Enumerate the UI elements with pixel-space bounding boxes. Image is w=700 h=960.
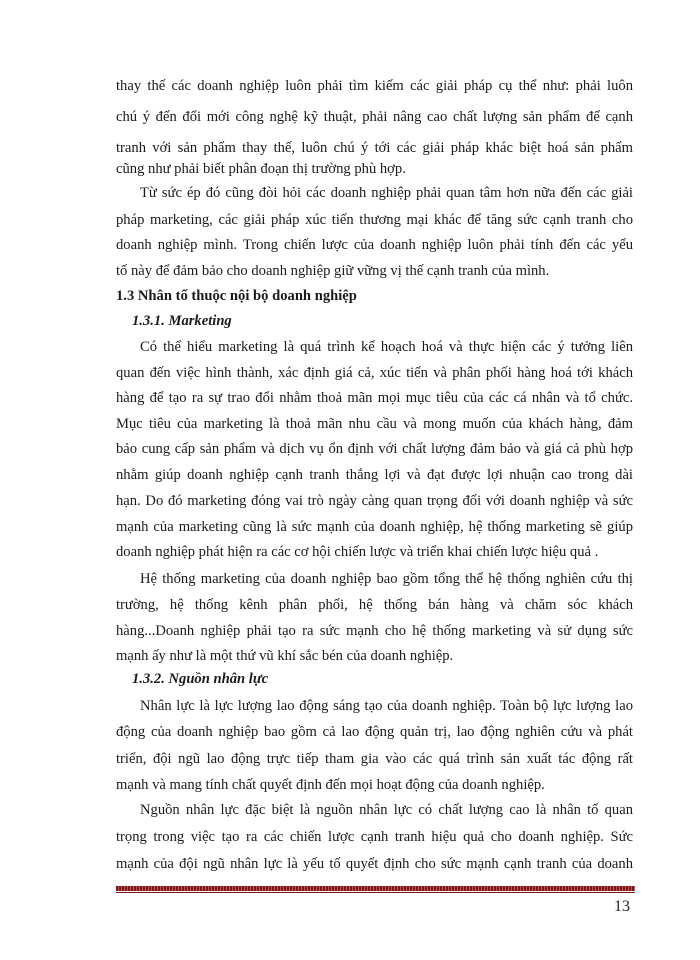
paragraph-line: Nguồn nhân lực đặc biệt là nguồn nhân lực có chất lượng cao là nhân tố quan — [140, 802, 633, 818]
paragraph-line: mạnh và mang tính chất quyết định đến mọi hoạt động của doanh nghiệp. — [116, 777, 545, 793]
paragraph-line: Nhân lực là lực lượng lao động sáng tạo của doanh nghiệp. Toàn bộ lực lượng lao — [140, 698, 633, 714]
footer-rule — [116, 886, 635, 891]
paragraph-line: hạn. Do đó marketing đóng vai trò ngày càng quan trọng đối với doanh nghiệp và sức — [116, 493, 633, 509]
paragraph-line: triển, đội ngũ lao động trực tiếp tham gia vào các quá trình sản xuất tác động rất — [116, 751, 633, 767]
paragraph-line: pháp marketing, các giải pháp xúc tiến thương mại khác để tăng sức cạnh tranh cho — [116, 212, 633, 228]
paragraph-line: chú ý đến đổi mới công nghệ kỹ thuật, phải nâng cao chất lượng sản phẩm để cạnh — [116, 109, 633, 125]
paragraph-line: quan đến việc hình thành, xác định giá cả, xúc tiến và phân phối hàng hoá tới khách — [116, 365, 633, 381]
paragraph-line: mạnh của marketing cũng là sức mạnh của doanh nghiệp, hệ thống marketing sẽ giúp — [116, 519, 633, 535]
paragraph-line: doanh nghiệp mình. Trong chiến lược của doanh nghiệp luôn phải tính đến các yếu — [116, 237, 633, 253]
footer-rule-thin — [116, 892, 635, 893]
paragraph-line: tranh với sản phẩm thay thế, luôn chú ý tới các giải pháp khác biệt hoá sản phẩm — [116, 140, 633, 156]
paragraph-line: mạnh của đội ngũ nhân lực là yếu tố quyết định cho sức mạnh cạnh tranh của doanh — [116, 856, 633, 872]
subsection-heading: 1.3.1. Marketing — [132, 313, 232, 329]
subsection-heading: 1.3.2. Nguồn nhân lực — [132, 671, 269, 687]
paragraph-line: Hệ thống marketing của doanh nghiệp bao gồm tổng thể hệ thống nghiên cứu thị — [140, 571, 633, 587]
paragraph-line: trọng trong việc tạo ra các chiến lược cạnh tranh hiệu quả cho doanh nghiệp. Sức — [116, 829, 633, 845]
paragraph-line: Có thể hiểu marketing là quá trình kế hoạch hoá và thực hiện các ý tưởng liên — [140, 339, 633, 355]
paragraph-line: hàng...Doanh nghiệp phải tạo ra sức mạnh cho hệ thống marketing và sử dụng sức — [116, 623, 633, 639]
page-number: 13 — [614, 898, 630, 915]
paragraph-line: cũng như phải biết phân đoạn thị trường phù hợp. — [116, 161, 406, 177]
section-heading: 1.3 Nhân tố thuộc nội bộ doanh nghiệp — [116, 288, 357, 304]
paragraph-line: Mục tiêu của marketing là thoả mãn nhu cầu và mong muốn của khách hàng, đảm — [116, 416, 633, 432]
paragraph-line: trường, hệ thống kênh phân phối, hệ thống bán hàng và chăm sóc khách — [116, 597, 633, 613]
paragraph-line: thay thế các doanh nghiệp luôn phải tìm kiếm các giải pháp cụ thể như: phải luôn — [116, 78, 633, 94]
paragraph-line: nhằm giúp doanh nghiệp cạnh tranh thắng lợi và đạt được lợi nhuận cao trong dài — [116, 467, 633, 483]
paragraph-line: tố này để đảm bảo cho doanh nghiệp giữ vững vị thế cạnh tranh của mình. — [116, 263, 550, 279]
paragraph-line: hàng để tạo ra sự trao đổi nhằm thoả mãn mọi mục tiêu của các cá nhân và tổ chức. — [116, 390, 633, 406]
paragraph-line: động của doanh nghiệp bao gồm cả lao động quản trị, lao động nghiên cứu và phát — [116, 724, 633, 740]
paragraph-line: Từ sức ép đó cũng đòi hỏi các doanh nghiệp phải quan tâm hơn nữa đến các giải — [140, 185, 633, 201]
paragraph-line: doanh nghiệp phát hiện ra các cơ hội chiến lược và triển khai chiến lược hiệu quả . — [116, 544, 599, 560]
paragraph-line: mạnh ấy như là một thứ vũ khí sắc bén của doanh nghiệp. — [116, 648, 454, 664]
paragraph-line: bảo cung cấp sản phẩm và dịch vụ ổn định với chất lượng đảm bảo và giá cả phù hợp — [116, 441, 633, 457]
